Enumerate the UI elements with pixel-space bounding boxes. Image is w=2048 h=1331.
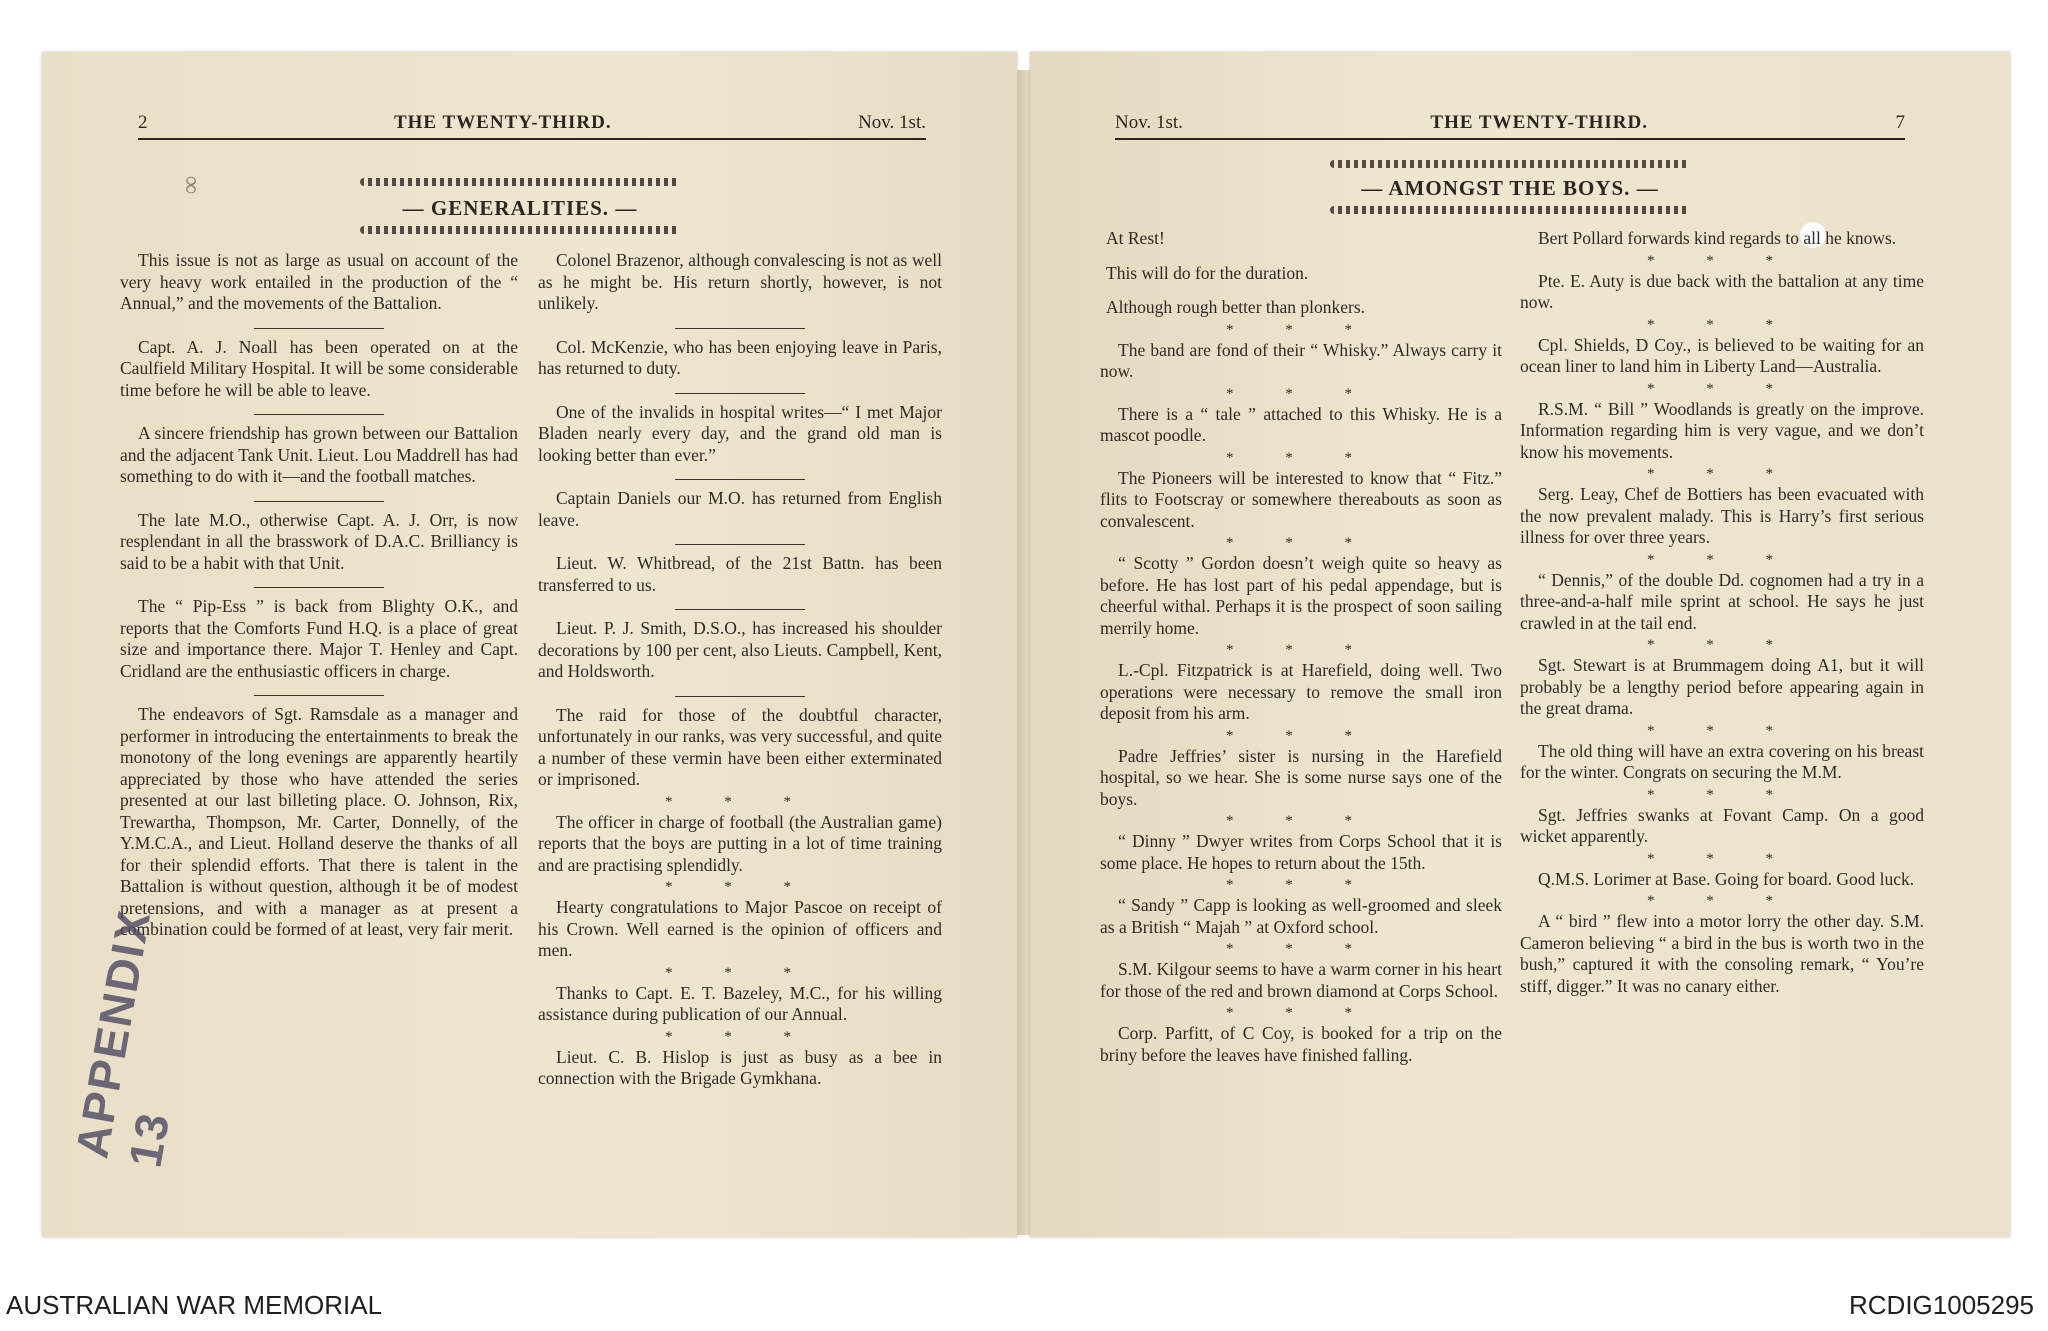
article: The raid for those of the doubtful character, unfortunately in our ranks, was very successful, and quite a number of these vermin have been either exterminated or imprisoned. bbox=[538, 704, 942, 789]
star-separator: * * * bbox=[1647, 252, 1797, 269]
article: Capt. A. J. Noall has been operated on at the Caulfield Military Hospital. It will be some considerable time before he will be able to leave. bbox=[120, 336, 518, 400]
star-separator: * * * bbox=[1226, 321, 1376, 338]
left-wavy-rule-top bbox=[360, 178, 680, 186]
divider bbox=[675, 544, 805, 545]
star-separator: * * * bbox=[665, 793, 815, 810]
archive-credit: AUSTRALIAN WAR MEMORIAL bbox=[6, 1290, 383, 1320]
star-separator: * * * bbox=[1647, 637, 1797, 653]
article: Sgt. Jeffries swanks at Fovant Camp. On a good wicket apparently. bbox=[1520, 804, 1924, 846]
article: This issue is not as large as usual on account of the very heavy work entailed in the production of the “ Annual,” and the movements of the Battalion. bbox=[120, 250, 518, 313]
article: A “ bird ” flew into a motor lorry the other day. S.M. Cameron believing “ a bird in the bus is worth two in the bush,” captured it with the consoling remark, “ You’re stiff, digger.” It was no canary either. bbox=[1520, 911, 1924, 996]
article: “ Scotty ” Gordon doesn’t weigh quite so heavy as before. He has lost part of his pedal appendage, but is cheerful withal. Perhaps it is the prospect of soon sailing merrily home. bbox=[1100, 553, 1502, 638]
article: Sgt. Stewart is at Brummagem doing A1, but it will probably be a lengthy period before appearing again in the great drama. bbox=[1520, 655, 1924, 718]
divider bbox=[675, 609, 805, 610]
star-separator: * * * bbox=[1226, 813, 1376, 829]
right-section-title: — AMONGST THE BOYS. — bbox=[1361, 176, 1659, 200]
article: Lieut. P. J. Smith, D.S.O., has increased his shoulder decorations by 100 per cent, also Lieuts. Campbell, Kent, and Holdsworth. bbox=[538, 618, 942, 681]
left-section-title: — GENERALITIES. — bbox=[402, 196, 638, 220]
article: The “ Pip-Ess ” is back from Blighty O.K., and reports that the Comforts Fund H.Q. is a place of great size and importance there. Major T. Henley and Capt. Cridland are the enthusiastic officers in charge. bbox=[120, 596, 518, 681]
right-wavy-rule-bottom bbox=[1330, 206, 1690, 214]
article: “ Dinny ” Dwyer writes from Corps School that it is some place. He hopes to return about the 15th. bbox=[1100, 831, 1502, 873]
left-page-number: 2 bbox=[138, 112, 148, 133]
star-separator: * * * bbox=[1647, 316, 1797, 333]
right-date: Nov. 1st. bbox=[1115, 112, 1183, 133]
star-separator: * * * bbox=[1226, 1005, 1376, 1021]
star-separator: * * * bbox=[1226, 727, 1376, 744]
star-separator: * * * bbox=[1647, 466, 1797, 482]
divider bbox=[254, 414, 384, 415]
archive-id: RCDIG1005295 bbox=[1849, 1290, 2034, 1320]
divider bbox=[675, 696, 805, 697]
article: “ Sandy ” Capp is looking as well-groomed and sleek as a British “ Majah ” at Oxford school. bbox=[1100, 895, 1502, 937]
article: Pte. E. Auty is due back with the battalion at any time now. bbox=[1520, 270, 1924, 312]
article: “ Dennis,” of the double Dd. cognomen had a try in a three-and-a-half mile sprint at school. He says he just crawled in at the tail end. bbox=[1520, 569, 1924, 633]
article: Corp. Parfitt, of C Coy, is booked for a trip on the briny before the leaves have finished falling. bbox=[1100, 1023, 1502, 1065]
star-separator: * * * bbox=[1226, 385, 1376, 402]
star-separator: * * * bbox=[665, 1028, 815, 1045]
article: Although rough better than plonkers. bbox=[1106, 297, 1366, 317]
article: Captain Daniels our M.O. has returned from English leave. bbox=[538, 488, 942, 530]
divider bbox=[675, 328, 805, 329]
divider bbox=[254, 587, 384, 588]
article: Cpl. Shields, D Coy., is believed to be waiting for an ocean liner to land him in Liberty Land—Australia. bbox=[1520, 334, 1924, 376]
divider bbox=[254, 328, 384, 329]
article: The late M.O., otherwise Capt. A. J. Orr, is now resplendant in all the brasswork of D.A.C. Brilliancy is said to be a habit with that Unit. bbox=[120, 509, 518, 573]
right-masthead: THE TWENTY-THIRD. bbox=[1430, 112, 1649, 133]
right-column-2 bbox=[1520, 228, 1924, 1010]
star-separator: * * * bbox=[1647, 380, 1797, 397]
article: At Rest! bbox=[1106, 228, 1165, 248]
star-separator: * * * bbox=[665, 964, 815, 981]
article: L.-Cpl. Fitzpatrick is at Harefield, doing well. Two operations were necessary to remove the small iron deposit from his arm. bbox=[1100, 660, 1502, 723]
article: There is a “ tale ” attached to this Whisky. He is a mascot poodle. bbox=[1100, 403, 1502, 445]
article: Lieut. W. Whitbread, of the 21st Battn. has been transferred to us. bbox=[538, 553, 942, 595]
article: Q.M.S. Lorimer at Base. Going for board. Good luck. bbox=[1538, 868, 1915, 889]
star-separator: * * * bbox=[1226, 535, 1376, 551]
article: S.M. Kilgour seems to have a warm corner in his heart for those of the red and brown diamond at Corps School. bbox=[1100, 959, 1502, 1001]
left-date: Nov. 1st. bbox=[858, 112, 926, 133]
right-page-header bbox=[1115, 112, 1905, 140]
article: Hearty congratulations to Major Pascoe on receipt of his Crown. Well earned is the opinion of officers and men. bbox=[538, 897, 942, 960]
pencil-mark: ∞ bbox=[177, 175, 207, 195]
article: The Pioneers will be interested to know that “ Fitz.” flits to Footscray or somewhere thereabouts as soon as convalescent. bbox=[1100, 467, 1502, 531]
divider bbox=[675, 479, 805, 480]
appendix-stamp: APPENDIX 13 bbox=[65, 905, 180, 1172]
article: Serg. Leay, Chef de Bottiers has been evacuated with the now prevalent malady. This is Harry’s first serious illness for over three years. bbox=[1520, 484, 1924, 547]
star-separator: * * * bbox=[1226, 642, 1376, 658]
divider bbox=[675, 393, 805, 394]
article: Padre Jeffries’ sister is nursing in the Harefield hospital, so we hear. She is some nurse says one of the boys. bbox=[1100, 745, 1502, 809]
star-separator: * * * bbox=[1226, 941, 1376, 957]
article: The endeavors of Sgt. Ramsdale as a manager and performer in introducing the entertainments to break the monotony of the long evenings are apparently heartily appreciated by those who have attended the series presented at our last billeting place. O. Johnson, Rix, Trewartha, Thompson, Mr. Carter, Donnelly, of the Y.M.C.A., and Lieut. Holland deserve the thanks of all for their splendid efforts. That there is talent in the Battalion is without question, although it be of modest pretensions, and with a manager as at present a combination could be formed of at least, very fair merit. bbox=[120, 704, 518, 939]
article: This will do for the duration. bbox=[1106, 262, 1309, 283]
star-separator: * * * bbox=[1226, 877, 1376, 893]
star-separator: * * * bbox=[1647, 893, 1797, 909]
left-page-header bbox=[138, 112, 926, 140]
article: Thanks to Capt. E. T. Bazeley, M.C., for his willing assistance during publication of our Annual. bbox=[538, 982, 942, 1024]
star-separator: * * * bbox=[1647, 551, 1797, 568]
article: The old thing will have an extra covering on his breast for the winter. Congrats on securing the M.M. bbox=[1520, 740, 1924, 782]
left-wavy-rule-bottom bbox=[360, 226, 680, 234]
article: One of the invalids in hospital writes—“ I met Major Bladen nearly every day, and the grand old man is looking better than ever.” bbox=[538, 401, 942, 465]
divider bbox=[254, 695, 384, 696]
spine-gutter bbox=[1017, 70, 1030, 1235]
star-separator: * * * bbox=[1647, 786, 1797, 803]
right-page-number: 7 bbox=[1895, 112, 1905, 133]
star-separator: * * * bbox=[1647, 850, 1797, 867]
star-separator: * * * bbox=[1226, 449, 1376, 466]
left-column-2 bbox=[538, 250, 942, 1103]
article: The officer in charge of football (the Australian game) reports that the boys are putting in a lot of time training and are practising splendidly. bbox=[538, 811, 942, 875]
article: Col. McKenzie, who has been enjoying leave in Paris, has returned to duty. bbox=[538, 336, 942, 378]
right-column-1 bbox=[1100, 228, 1502, 1079]
article: Bert Pollard forwards kind regards to all he knows. bbox=[1538, 228, 1897, 248]
article: Colonel Brazenor, although convalescing is not as well as he might be. His return shortly, however, is not unlikely. bbox=[538, 250, 942, 313]
article: The band are fond of their “ Whisky.” Always carry it now. bbox=[1100, 339, 1502, 381]
article: A sincere friendship has grown between our Battalion and the adjacent Tank Unit. Lieut. Lou Maddrell has had something to do with it—and the football matches. bbox=[120, 423, 518, 486]
star-separator: * * * bbox=[1647, 722, 1797, 739]
divider bbox=[254, 501, 384, 502]
right-wavy-rule-top bbox=[1330, 160, 1690, 168]
article: R.S.M. “ Bill ” Woodlands is greatly on the improve. Information regarding him is very vague, and we don’t know his movements. bbox=[1520, 398, 1924, 462]
star-separator: * * * bbox=[665, 879, 815, 895]
left-column-1 bbox=[120, 250, 518, 954]
article: Lieut. C. B. Hislop is just as busy as a bee in connection with the Brigade Gymkhana. bbox=[538, 1046, 942, 1088]
left-masthead: THE TWENTY-THIRD. bbox=[393, 112, 612, 133]
